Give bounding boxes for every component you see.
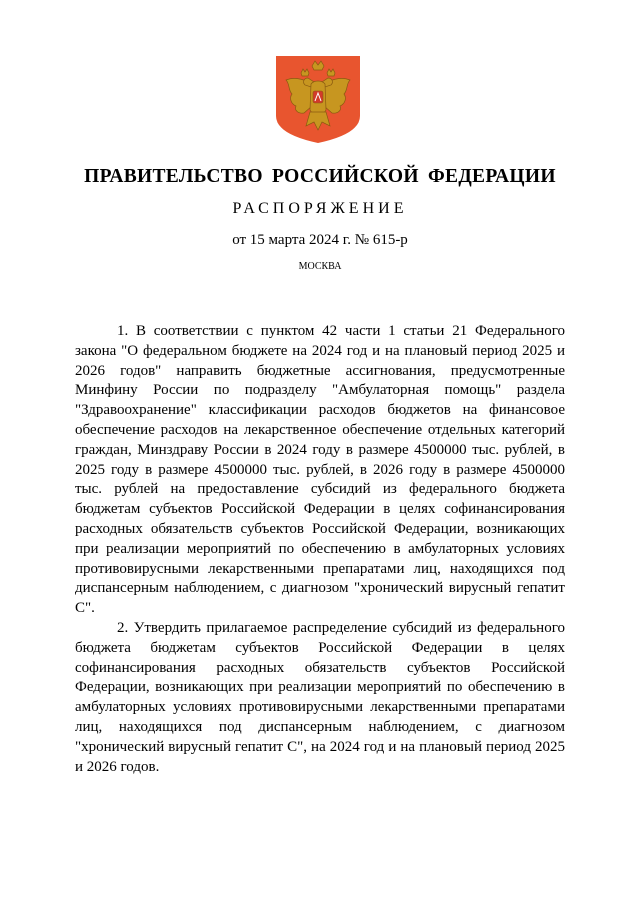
russian-coat-of-arms-icon [276, 56, 360, 143]
paragraph-1: 1. В соответствии с пунктом 42 части 1 статьи 21 Федерального закона "О федеральном бюджете на 2024 год и на плановый период 2025 и 2026 годов" направить бюджетные ассигнования, предусмотренные Минфину России по подразделу "Амбулаторная помощь" раздела "Здравоохранение" классификации расходов бюджетов на финансовое обеспечение расходов на лекарственное обеспечение отдельных категорий граждан, Минздраву России в 2024 году в размере 4500000 тыс. рублей, в 2025 году в размере 4500000 тыс. рублей, в 2026 году в размере 4500000 тыс. рублей на предоставление субсидий из федерального бюджета бюджетам субъектов Российской Федерации в целях софинансирования расходных обязательств субъектов Российской Федерации, возникающих при реализации мероприятий по обеспечению в амбулаторных условиях противовирусными лекарственными препаратами лиц, находящихся под диспансерным наблюдением, с диагнозом "хронический вирусный гепатит C". [75, 323, 565, 617]
document-date-number: от 15 марта 2024 г. № 615-р [232, 232, 408, 248]
document-city: МОСКВА [298, 261, 342, 272]
document-body [75, 322, 565, 777]
document-type: РАСПОРЯЖЕНИЕ [232, 200, 408, 217]
coat-of-arms-graphic [276, 56, 360, 143]
government-title: ПРАВИТЕЛЬСТВО РОССИЙСКОЙ ФЕДЕРАЦИИ [84, 166, 556, 187]
paragraph-2: 2. Утвердить прилагаемое распределение субсидий из федерального бюджета бюджетам субъектов Российской Федерации в целях софинансирования расходных обязательств субъектов Российской Федерации, возникающих при реализации мероприятий по обеспечению в амбулаторных условиях противовирусными лекарственными препаратами лиц, находящихся под диспансерным наблюдением, с диагнозом "хронический вирусный гепатит C", на 2024 год и на плановый период 2025 и 2026 годов. [75, 619, 565, 775]
